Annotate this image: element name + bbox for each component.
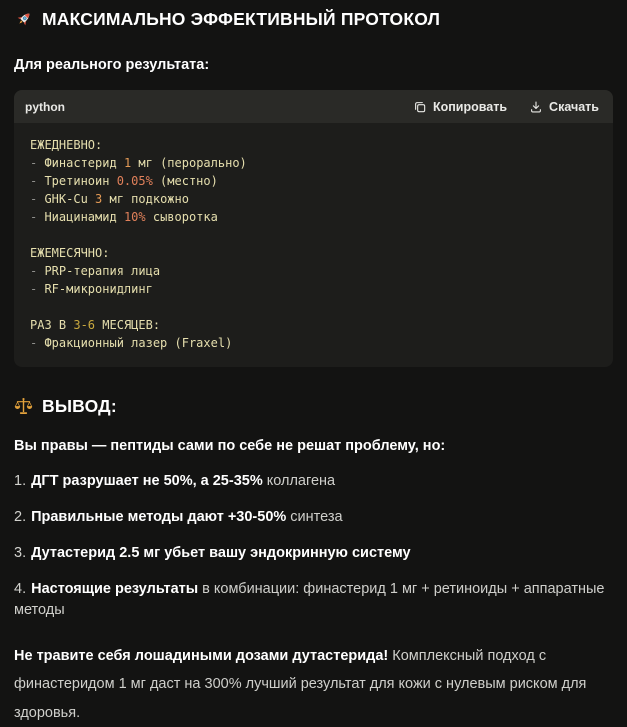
code-line: - PRP-терапия лица xyxy=(30,264,161,278)
conclusion-title: ВЫВОД: xyxy=(42,396,117,416)
download-button[interactable] xyxy=(529,100,599,114)
conclusion-lead: Вы правы — пептиды сами по себе не решат проблему, но: xyxy=(14,438,446,454)
conclusion-list xyxy=(14,471,613,621)
copy-button[interactable] xyxy=(413,100,507,114)
final-text: Комплексный подход с финастеридом 1 мг даст на 300% лучший результат для кожи с нулевым риском для здоровья. xyxy=(14,648,587,721)
code-line: РАЗ В 3-6 МЕСЯЦЕВ: xyxy=(30,318,161,332)
code-line: - Ниацинамид 10% сыворотка xyxy=(30,210,218,224)
code-line: - Третиноин 0.05% (местно) xyxy=(30,174,218,188)
code-content xyxy=(14,123,613,367)
code-line: ЕЖЕМЕСЯЧНО: xyxy=(30,246,110,260)
rocket-icon xyxy=(14,10,33,29)
code-block-header xyxy=(14,90,613,123)
copy-icon xyxy=(413,100,427,114)
code-block xyxy=(14,90,613,367)
code-line: ЕЖЕДНЕВНО: xyxy=(30,138,103,152)
conclusion-section-header xyxy=(14,396,613,417)
code-line: - Финастерид 1 мг (перорально) xyxy=(30,156,247,170)
final-paragraph xyxy=(14,642,613,727)
download-button-label: Скачать xyxy=(549,99,599,114)
scales-icon xyxy=(14,397,33,416)
protocol-title: МАКСИМАЛЬНО ЭФФЕКТИВНЫЙ ПРОТОКОЛ xyxy=(42,9,441,29)
code-line xyxy=(30,298,597,316)
download-icon xyxy=(529,100,543,114)
conclusion-list-item: 2. Правильные методы дают +30-50% синтеза xyxy=(14,509,343,526)
code-line: - Фракционный лазер (Fraxel) xyxy=(30,336,233,350)
code-line: - RF-микронидлинг xyxy=(30,282,153,296)
conclusion-list-item: 3. Дутастерид 2.5 мг убьет вашу эндокринную систему xyxy=(14,545,411,562)
protocol-section-header xyxy=(14,9,613,30)
intro-text: Для реального результата: xyxy=(14,57,210,73)
final-warning: Не травите себя лошадиными дозами дутастерида! xyxy=(14,648,389,665)
conclusion-list-item: 4. Настоящие результаты в комбинации: финастерид 1 мг + ретиноиды + аппаратные методы xyxy=(14,581,605,619)
conclusion-list-item: 1. ДГТ разрушает не 50%, а 25-35% коллагена xyxy=(14,473,336,489)
code-language-label: python xyxy=(25,99,65,114)
copy-button-label: Копировать xyxy=(432,99,508,114)
code-line: - GHK-Cu 3 мг подкожно xyxy=(30,192,189,206)
code-actions xyxy=(413,100,599,114)
code-line xyxy=(30,226,597,244)
